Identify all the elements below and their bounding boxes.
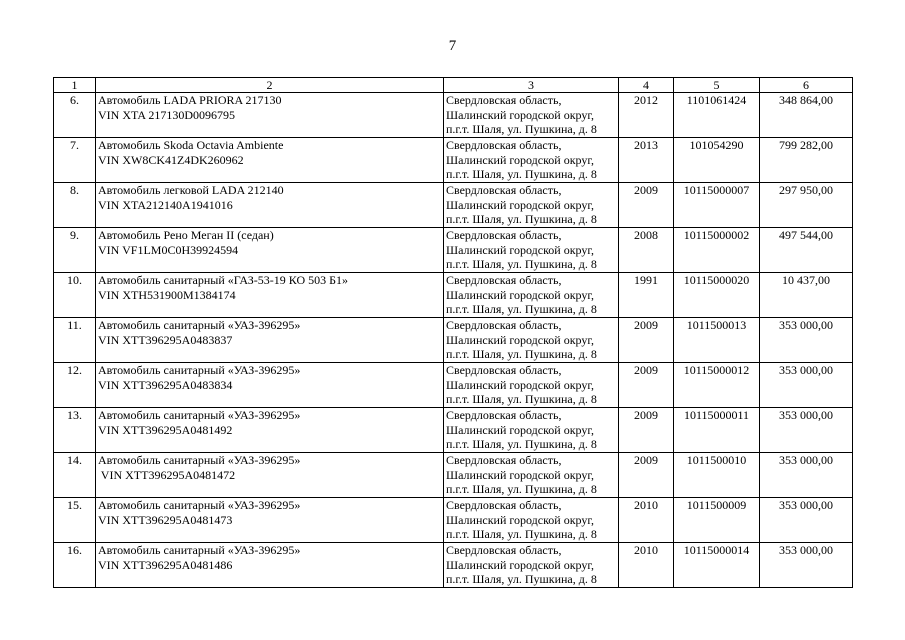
vehicle-vin: VIN XTA 217130D0096795 xyxy=(98,107,236,122)
column-header-3: 3 xyxy=(444,78,619,93)
address-cell xyxy=(444,453,619,498)
address-district: Шалинский городской округ, xyxy=(446,197,594,212)
cost-cell: 799 282,00 xyxy=(760,138,853,183)
table-row xyxy=(54,318,853,363)
year-cell: 2009 xyxy=(619,408,674,453)
column-header-1: 1 xyxy=(54,78,96,93)
address-region: Свердловская область, xyxy=(446,93,562,107)
inventory-number-cell: 10115000012 xyxy=(674,363,760,408)
column-header-2: 2 xyxy=(96,78,444,93)
address-district: Шалинский городской округ, xyxy=(446,557,594,572)
inventory-number-cell: 1011500009 xyxy=(674,498,760,543)
vehicle-vin: VIN XW8CK41Z4DK260962 xyxy=(98,152,244,167)
address-cell xyxy=(444,318,619,363)
address-street: п.г.т. Шаля, ул. Пушкина, д. 8 xyxy=(446,347,597,361)
vehicle-vin: VIN XTT396295A0481473 xyxy=(98,512,233,527)
cost-cell: 353 000,00 xyxy=(760,363,853,408)
vehicle-name-cell xyxy=(96,453,444,498)
address-region: Свердловская область, xyxy=(446,543,562,557)
year-cell: 1991 xyxy=(619,273,674,318)
address-street: п.г.т. Шаля, ул. Пушкина, д. 8 xyxy=(446,527,597,541)
column-header-6: 6 xyxy=(760,78,853,93)
address-district: Шалинский городской округ, xyxy=(446,422,594,437)
address-district: Шалинский городской округ, xyxy=(446,152,594,167)
vehicle-name: Автомобиль санитарный «УАЗ-396295» xyxy=(98,453,301,467)
address-cell xyxy=(444,183,619,228)
cost-cell: 353 000,00 xyxy=(760,498,853,543)
year-cell: 2009 xyxy=(619,363,674,408)
address-region: Свердловская область, xyxy=(446,408,562,422)
row-number: 6. xyxy=(54,93,96,138)
address-street: п.г.т. Шаля, ул. Пушкина, д. 8 xyxy=(446,257,597,271)
vehicle-name-cell xyxy=(96,498,444,543)
address-street: п.г.т. Шаля, ул. Пушкина, д. 8 xyxy=(446,392,597,406)
vehicle-name-cell xyxy=(96,363,444,408)
row-number: 8. xyxy=(54,183,96,228)
inventory-number-cell: 1011500010 xyxy=(674,453,760,498)
vehicle-name-cell xyxy=(96,183,444,228)
address-region: Свердловская область, xyxy=(446,498,562,512)
vehicle-name-cell xyxy=(96,93,444,138)
vehicle-name-cell xyxy=(96,228,444,273)
address-street: п.г.т. Шаля, ул. Пушкина, д. 8 xyxy=(446,167,597,181)
address-region: Свердловская область, xyxy=(446,318,562,332)
table-row xyxy=(54,498,853,543)
address-district: Шалинский городской округ, xyxy=(446,512,594,527)
row-number: 15. xyxy=(54,498,96,543)
table-row xyxy=(54,183,853,228)
vehicle-name: Автомобиль Skoda Octavia Ambiente xyxy=(98,138,284,152)
vehicle-name: Автомобиль санитарный «ГАЗ-53-19 КО 503 Б1» xyxy=(98,273,349,287)
column-header-4: 4 xyxy=(619,78,674,93)
row-number: 16. xyxy=(54,543,96,588)
vehicle-vin: VIN XTA212140A1941016 xyxy=(98,197,233,212)
year-cell: 2009 xyxy=(619,183,674,228)
address-street: п.г.т. Шаля, ул. Пушкина, д. 8 xyxy=(446,122,597,136)
address-street: п.г.т. Шаля, ул. Пушкина, д. 8 xyxy=(446,482,597,496)
inventory-number-cell: 1101061424 xyxy=(674,93,760,138)
vehicle-vin: VIN XTT396295A0481486 xyxy=(98,557,233,572)
address-region: Свердловская область, xyxy=(446,363,562,377)
inventory-number-cell: 101054290 xyxy=(674,138,760,183)
table-row xyxy=(54,93,853,138)
address-district: Шалинский городской округ, xyxy=(446,107,594,122)
row-number: 11. xyxy=(54,318,96,363)
address-region: Свердловская область, xyxy=(446,138,562,152)
vehicle-vin: VIN XTT396295A0483834 xyxy=(98,377,233,392)
inventory-number-cell: 1011500013 xyxy=(674,318,760,363)
address-cell xyxy=(444,273,619,318)
row-number: 12. xyxy=(54,363,96,408)
row-number: 9. xyxy=(54,228,96,273)
inventory-number-cell: 10115000014 xyxy=(674,543,760,588)
address-street: п.г.т. Шаля, ул. Пушкина, д. 8 xyxy=(446,302,597,316)
year-cell: 2010 xyxy=(619,543,674,588)
inventory-number-cell: 10115000020 xyxy=(674,273,760,318)
inventory-number-cell: 10115000002 xyxy=(674,228,760,273)
table-body xyxy=(54,93,853,588)
year-cell: 2009 xyxy=(619,318,674,363)
address-street: п.г.т. Шаля, ул. Пушкина, д. 8 xyxy=(446,437,597,451)
table-row xyxy=(54,228,853,273)
row-number: 14. xyxy=(54,453,96,498)
row-number: 10. xyxy=(54,273,96,318)
vehicle-name: Автомобиль Рено Меган II (седан) xyxy=(98,228,274,242)
cost-cell: 353 000,00 xyxy=(760,543,853,588)
address-region: Свердловская область, xyxy=(446,453,562,467)
vehicle-name: Автомобиль санитарный «УАЗ-396295» xyxy=(98,408,301,422)
cost-cell: 497 544,00 xyxy=(760,228,853,273)
cost-cell: 353 000,00 xyxy=(760,408,853,453)
vehicle-name: Автомобиль санитарный «УАЗ-396295» xyxy=(98,498,301,512)
address-district: Шалинский городской округ, xyxy=(446,242,594,257)
row-number: 13. xyxy=(54,408,96,453)
address-cell xyxy=(444,93,619,138)
table-row xyxy=(54,363,853,408)
table-row xyxy=(54,543,853,588)
address-region: Свердловская область, xyxy=(446,183,562,197)
address-cell xyxy=(444,363,619,408)
vehicle-name: Автомобиль санитарный «УАЗ-396295» xyxy=(98,543,301,557)
cost-cell: 297 950,00 xyxy=(760,183,853,228)
year-cell: 2009 xyxy=(619,453,674,498)
address-cell xyxy=(444,228,619,273)
table-header-row xyxy=(54,78,853,93)
vehicle-name-cell xyxy=(96,318,444,363)
address-cell xyxy=(444,498,619,543)
address-region: Свердловская область, xyxy=(446,228,562,242)
vehicle-vin: VIN XTT396295A0481492 xyxy=(98,422,233,437)
vehicle-vin: VIN XTT396295A0481472 xyxy=(98,467,236,482)
page-number: 7 xyxy=(448,38,457,54)
year-cell: 2008 xyxy=(619,228,674,273)
address-district: Шалинский городской округ, xyxy=(446,377,594,392)
row-number: 7. xyxy=(54,138,96,183)
inventory-number-cell: 10115000011 xyxy=(674,408,760,453)
address-cell xyxy=(444,408,619,453)
address-district: Шалинский городской округ, xyxy=(446,467,594,482)
vehicle-name: Автомобиль LADA PRIORA 217130 xyxy=(98,93,282,107)
cost-cell: 353 000,00 xyxy=(760,453,853,498)
vehicle-vin: VIN XTT396295A0483837 xyxy=(98,332,233,347)
address-district: Шалинский городской округ, xyxy=(446,287,594,302)
table-row xyxy=(54,408,853,453)
vehicle-name: Автомобиль санитарный «УАЗ-396295» xyxy=(98,363,301,377)
address-region: Свердловская область, xyxy=(446,273,562,287)
inventory-number-cell: 10115000007 xyxy=(674,183,760,228)
vehicle-name-cell xyxy=(96,273,444,318)
address-cell xyxy=(444,543,619,588)
vehicle-inventory-table xyxy=(53,77,853,588)
address-cell xyxy=(444,138,619,183)
cost-cell: 353 000,00 xyxy=(760,318,853,363)
vehicle-vin: VIN XTH531900M1384174 xyxy=(98,287,236,302)
cost-cell: 348 864,00 xyxy=(760,93,853,138)
year-cell: 2013 xyxy=(619,138,674,183)
cost-cell: 10 437,00 xyxy=(760,273,853,318)
vehicle-name-cell xyxy=(96,138,444,183)
year-cell: 2012 xyxy=(619,93,674,138)
vehicle-name: Автомобиль санитарный «УАЗ-396295» xyxy=(98,318,301,332)
table-row xyxy=(54,453,853,498)
table-row xyxy=(54,273,853,318)
address-street: п.г.т. Шаля, ул. Пушкина, д. 8 xyxy=(446,212,597,226)
vehicle-name-cell xyxy=(96,408,444,453)
vehicle-name: Автомобиль легковой LADA 212140 xyxy=(98,183,284,197)
vehicle-vin: VIN VF1LM0C0H39924594 xyxy=(98,242,239,257)
vehicle-name-cell xyxy=(96,543,444,588)
table-row xyxy=(54,138,853,183)
year-cell: 2010 xyxy=(619,498,674,543)
address-street: п.г.т. Шаля, ул. Пушкина, д. 8 xyxy=(446,572,597,586)
address-district: Шалинский городской округ, xyxy=(446,332,594,347)
column-header-5: 5 xyxy=(674,78,760,93)
